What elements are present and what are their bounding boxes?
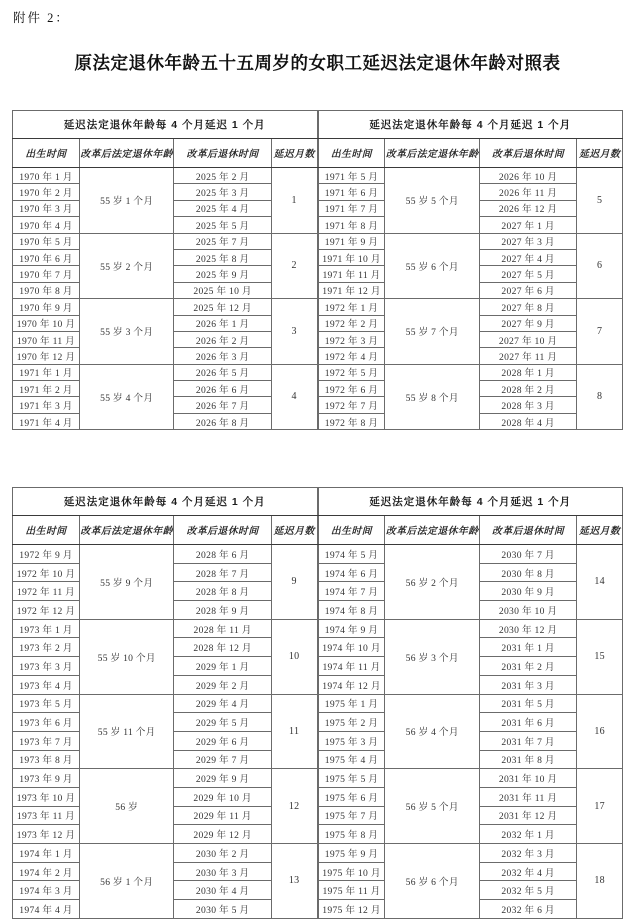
birth-month-cell: 1971 年 9 月 (318, 233, 385, 249)
new-retirement-age-cell: 55 岁 8 个月 (385, 364, 479, 430)
delay-months-cell: 8 (577, 364, 623, 430)
table-row (13, 545, 318, 564)
delay-months-cell: 16 (577, 694, 623, 769)
delay-months-cell: 11 (271, 694, 317, 769)
retirement-time-cell: 2029 年 1 月 (174, 657, 271, 676)
birth-month-cell: 1970 年 11 月 (13, 331, 80, 347)
new-retirement-age-cell: 55 岁 3 个月 (79, 299, 173, 365)
delay-months-cell: 13 (271, 844, 317, 919)
new-retirement-age-cell: 56 岁 2 个月 (385, 545, 479, 620)
birth-month-cell: 1974 年 12 月 (318, 675, 385, 694)
table-row (318, 619, 623, 638)
retirement-time-cell: 2032 年 3 月 (479, 844, 576, 863)
delay-months-cell: 14 (577, 545, 623, 620)
birth-month-cell: 1971 年 6 月 (318, 184, 385, 200)
table-row (318, 299, 623, 315)
birth-month-cell: 1972 年 1 月 (318, 299, 385, 315)
birth-month-cell: 1973 年 12 月 (13, 825, 80, 844)
band-header-row (13, 111, 318, 139)
retirement-time-cell: 2028 年 9 月 (174, 601, 271, 620)
retirement-time-cell: 2032 年 1 月 (479, 825, 576, 844)
retirement-time-cell: 2032 年 6 月 (479, 900, 576, 919)
new-retirement-age-cell: 56 岁 (79, 769, 173, 844)
birth-month-cell: 1972 年 9 月 (13, 545, 80, 564)
birth-month-cell: 1975 年 1 月 (318, 694, 385, 713)
column-header-birth: 出生时间 (13, 139, 80, 168)
birth-month-cell: 1975 年 12 月 (318, 900, 385, 919)
retirement-time-cell: 2031 年 8 月 (479, 750, 576, 769)
birth-month-cell: 1973 年 7 月 (13, 731, 80, 750)
birth-month-cell: 1971 年 2 月 (13, 381, 80, 397)
birth-month-cell: 1975 年 11 月 (318, 881, 385, 900)
column-header-delay: 延迟月数 (577, 516, 623, 545)
birth-month-cell: 1975 年 3 月 (318, 731, 385, 750)
birth-month-cell: 1974 年 10 月 (318, 638, 385, 657)
retirement-time-cell: 2030 年 9 月 (479, 582, 576, 601)
column-header-birth: 出生时间 (13, 516, 80, 545)
birth-month-cell: 1975 年 5 月 (318, 769, 385, 788)
birth-month-cell: 1975 年 6 月 (318, 787, 385, 806)
retirement-time-cell: 2026 年 12 月 (479, 200, 576, 216)
new-retirement-age-cell: 55 岁 10 个月 (79, 619, 173, 694)
retirement-time-cell: 2029 年 9 月 (174, 769, 271, 788)
retirement-time-cell: 2026 年 1 月 (174, 315, 271, 331)
table-block-bottom (12, 487, 623, 919)
delay-months-cell: 18 (577, 844, 623, 919)
retirement-table-half (12, 110, 318, 430)
birth-month-cell: 1974 年 9 月 (318, 619, 385, 638)
birth-month-cell: 1971 年 1 月 (13, 364, 80, 380)
birth-month-cell: 1973 年 11 月 (13, 806, 80, 825)
delay-months-cell: 5 (577, 168, 623, 234)
birth-month-cell: 1974 年 6 月 (318, 563, 385, 582)
column-header-retire: 改革后退休时间 (479, 139, 576, 168)
birth-month-cell: 1973 年 6 月 (13, 713, 80, 732)
retirement-time-cell: 2030 年 4 月 (174, 881, 271, 900)
retirement-time-cell: 2026 年 7 月 (174, 397, 271, 413)
retirement-time-cell: 2025 年 12 月 (174, 299, 271, 315)
birth-month-cell: 1975 年 9 月 (318, 844, 385, 863)
birth-month-cell: 1971 年 7 月 (318, 200, 385, 216)
birth-month-cell: 1970 年 8 月 (13, 282, 80, 298)
retirement-time-cell: 2027 年 1 月 (479, 217, 576, 233)
table-row (13, 619, 318, 638)
birth-month-cell: 1974 年 5 月 (318, 545, 385, 564)
retirement-time-cell: 2028 年 1 月 (479, 364, 576, 380)
new-retirement-age-cell: 55 岁 5 个月 (385, 168, 479, 234)
band-header-row (318, 488, 623, 516)
retirement-time-cell: 2028 年 6 月 (174, 545, 271, 564)
delay-months-cell: 6 (577, 233, 623, 299)
new-retirement-age-cell: 56 岁 3 个月 (385, 619, 479, 694)
retirement-time-cell: 2030 年 2 月 (174, 844, 271, 863)
birth-month-cell: 1971 年 11 月 (318, 266, 385, 282)
birth-month-cell: 1971 年 10 月 (318, 249, 385, 265)
retirement-time-cell: 2025 年 9 月 (174, 266, 271, 282)
birth-month-cell: 1970 年 1 月 (13, 168, 80, 184)
retirement-time-cell: 2027 年 9 月 (479, 315, 576, 331)
column-header-birth: 出生时间 (318, 139, 385, 168)
birth-month-cell: 1972 年 6 月 (318, 381, 385, 397)
retirement-time-cell: 2026 年 6 月 (174, 381, 271, 397)
column-header-age: 改革后法定退休年龄 (385, 139, 479, 168)
delay-months-cell: 9 (271, 545, 317, 620)
retirement-time-cell: 2029 年 2 月 (174, 675, 271, 694)
birth-month-cell: 1974 年 4 月 (13, 900, 80, 919)
attachment-label: 附件 2： (13, 11, 70, 25)
birth-month-cell: 1970 年 5 月 (13, 233, 80, 249)
birth-month-cell: 1971 年 5 月 (318, 168, 385, 184)
new-retirement-age-cell: 56 岁 4 个月 (385, 694, 479, 769)
retirement-time-cell: 2025 年 3 月 (174, 184, 271, 200)
birth-month-cell: 1970 年 12 月 (13, 348, 80, 364)
birth-month-cell: 1970 年 6 月 (13, 249, 80, 265)
delay-months-cell: 10 (271, 619, 317, 694)
delay-months-cell: 3 (271, 299, 317, 365)
retirement-time-cell: 2026 年 11 月 (479, 184, 576, 200)
table-row (318, 694, 623, 713)
retirement-time-cell: 2025 年 10 月 (174, 282, 271, 298)
birth-month-cell: 1973 年 1 月 (13, 619, 80, 638)
delay-months-cell: 4 (271, 364, 317, 430)
new-retirement-age-cell: 55 岁 1 个月 (79, 168, 173, 234)
retirement-time-cell: 2029 年 11 月 (174, 806, 271, 825)
birth-month-cell: 1970 年 3 月 (13, 200, 80, 216)
retirement-time-cell: 2028 年 4 月 (479, 413, 576, 429)
retirement-time-cell: 2028 年 7 月 (174, 563, 271, 582)
retirement-time-cell: 2027 年 6 月 (479, 282, 576, 298)
retirement-time-cell: 2028 年 11 月 (174, 619, 271, 638)
delay-months-cell: 1 (271, 168, 317, 234)
birth-month-cell: 1972 年 12 月 (13, 601, 80, 620)
retirement-time-cell: 2030 年 12 月 (479, 619, 576, 638)
birth-month-cell: 1974 年 11 月 (318, 657, 385, 676)
retirement-time-cell: 2029 年 10 月 (174, 787, 271, 806)
retirement-time-cell: 2030 年 10 月 (479, 601, 576, 620)
retirement-time-cell: 2027 年 3 月 (479, 233, 576, 249)
retirement-time-cell: 2027 年 8 月 (479, 299, 576, 315)
column-header-delay: 延迟月数 (271, 516, 317, 545)
table-block-top (12, 110, 623, 430)
birth-month-cell: 1971 年 4 月 (13, 413, 80, 429)
delay-months-cell: 7 (577, 299, 623, 365)
retirement-time-cell: 2027 年 11 月 (479, 348, 576, 364)
retirement-time-cell: 2031 年 7 月 (479, 731, 576, 750)
retirement-time-cell: 2028 年 2 月 (479, 381, 576, 397)
retirement-time-cell: 2030 年 5 月 (174, 900, 271, 919)
retirement-time-cell: 2032 年 5 月 (479, 881, 576, 900)
retirement-time-cell: 2027 年 4 月 (479, 249, 576, 265)
retirement-table-half (318, 110, 624, 430)
delay-months-cell: 12 (271, 769, 317, 844)
table-row (318, 364, 623, 380)
retirement-time-cell: 2031 年 3 月 (479, 675, 576, 694)
table-band-header: 延迟法定退休年龄每 4 个月延迟 1 个月 (318, 488, 623, 516)
table-band-header: 延迟法定退休年龄每 4 个月延迟 1 个月 (318, 111, 623, 139)
retirement-time-cell: 2031 年 6 月 (479, 713, 576, 732)
column-header-birth: 出生时间 (318, 516, 385, 545)
table-row (318, 769, 623, 788)
table-band-header: 延迟法定退休年龄每 4 个月延迟 1 个月 (13, 111, 318, 139)
birth-month-cell: 1972 年 2 月 (318, 315, 385, 331)
retirement-time-cell: 2029 年 6 月 (174, 731, 271, 750)
table-row (13, 168, 318, 184)
table-row (13, 694, 318, 713)
birth-month-cell: 1975 年 7 月 (318, 806, 385, 825)
new-retirement-age-cell: 55 岁 9 个月 (79, 545, 173, 620)
birth-month-cell: 1973 年 4 月 (13, 675, 80, 694)
new-retirement-age-cell: 55 岁 2 个月 (79, 233, 173, 299)
retirement-time-cell: 2025 年 8 月 (174, 249, 271, 265)
retirement-time-cell: 2026 年 3 月 (174, 348, 271, 364)
birth-month-cell: 1974 年 3 月 (13, 881, 80, 900)
page-title: 原法定退休年龄五十五周岁的女职工延迟法定退休年龄对照表 (74, 53, 561, 73)
table-row (13, 844, 318, 863)
birth-month-cell: 1970 年 2 月 (13, 184, 80, 200)
retirement-time-cell: 2026 年 10 月 (479, 168, 576, 184)
retirement-time-cell: 2025 年 7 月 (174, 233, 271, 249)
retirement-time-cell: 2026 年 5 月 (174, 364, 271, 380)
column-header-retire: 改革后退休时间 (174, 516, 271, 545)
retirement-time-cell: 2027 年 10 月 (479, 331, 576, 347)
delay-months-cell: 2 (271, 233, 317, 299)
retirement-time-cell: 2027 年 5 月 (479, 266, 576, 282)
table-row (13, 299, 318, 315)
retirement-time-cell: 2028 年 8 月 (174, 582, 271, 601)
column-header-delay: 延迟月数 (577, 139, 623, 168)
birth-month-cell: 1972 年 7 月 (318, 397, 385, 413)
retirement-time-cell: 2026 年 8 月 (174, 413, 271, 429)
retirement-time-cell: 2029 年 5 月 (174, 713, 271, 732)
table-row (13, 769, 318, 788)
new-retirement-age-cell: 55 岁 6 个月 (385, 233, 479, 299)
column-header-age: 改革后法定退休年龄 (385, 516, 479, 545)
column-header-row (318, 516, 623, 545)
retirement-time-cell: 2025 年 2 月 (174, 168, 271, 184)
birth-month-cell: 1973 年 3 月 (13, 657, 80, 676)
birth-month-cell: 1971 年 3 月 (13, 397, 80, 413)
column-header-row (318, 139, 623, 168)
birth-month-cell: 1970 年 9 月 (13, 299, 80, 315)
birth-month-cell: 1972 年 10 月 (13, 563, 80, 582)
birth-month-cell: 1973 年 5 月 (13, 694, 80, 713)
birth-month-cell: 1971 年 8 月 (318, 217, 385, 233)
retirement-time-cell: 2030 年 7 月 (479, 545, 576, 564)
column-header-age: 改革后法定退休年龄 (79, 139, 173, 168)
birth-month-cell: 1971 年 12 月 (318, 282, 385, 298)
birth-month-cell: 1975 年 8 月 (318, 825, 385, 844)
retirement-table-half (318, 487, 624, 919)
table-row (318, 233, 623, 249)
band-header-row (318, 111, 623, 139)
retirement-time-cell: 2028 年 12 月 (174, 638, 271, 657)
column-header-row (13, 139, 318, 168)
table-row (318, 545, 623, 564)
retirement-time-cell: 2026 年 2 月 (174, 331, 271, 347)
column-header-row (13, 516, 318, 545)
birth-month-cell: 1974 年 7 月 (318, 582, 385, 601)
new-retirement-age-cell: 55 岁 7 个月 (385, 299, 479, 365)
retirement-time-cell: 2028 年 3 月 (479, 397, 576, 413)
birth-month-cell: 1972 年 4 月 (318, 348, 385, 364)
table-row (13, 233, 318, 249)
delay-months-cell: 15 (577, 619, 623, 694)
retirement-time-cell: 2031 年 5 月 (479, 694, 576, 713)
birth-month-cell: 1972 年 11 月 (13, 582, 80, 601)
retirement-time-cell: 2029 年 4 月 (174, 694, 271, 713)
retirement-time-cell: 2032 年 4 月 (479, 862, 576, 881)
birth-month-cell: 1973 年 8 月 (13, 750, 80, 769)
retirement-time-cell: 2031 年 11 月 (479, 787, 576, 806)
new-retirement-age-cell: 55 岁 4 个月 (79, 364, 173, 430)
birth-month-cell: 1972 年 5 月 (318, 364, 385, 380)
birth-month-cell: 1973 年 2 月 (13, 638, 80, 657)
retirement-time-cell: 2030 年 3 月 (174, 862, 271, 881)
retirement-time-cell: 2030 年 8 月 (479, 563, 576, 582)
retirement-time-cell: 2031 年 1 月 (479, 638, 576, 657)
birth-month-cell: 1975 年 10 月 (318, 862, 385, 881)
new-retirement-age-cell: 56 岁 6 个月 (385, 844, 479, 919)
retirement-time-cell: 2025 年 5 月 (174, 217, 271, 233)
birth-month-cell: 1974 年 2 月 (13, 862, 80, 881)
table-band-header: 延迟法定退休年龄每 4 个月延迟 1 个月 (13, 488, 318, 516)
column-header-retire: 改革后退休时间 (174, 139, 271, 168)
new-retirement-age-cell: 56 岁 5 个月 (385, 769, 479, 844)
retirement-time-cell: 2029 年 12 月 (174, 825, 271, 844)
column-header-age: 改革后法定退休年龄 (79, 516, 173, 545)
column-header-retire: 改革后退休时间 (479, 516, 576, 545)
birth-month-cell: 1970 年 4 月 (13, 217, 80, 233)
birth-month-cell: 1970 年 10 月 (13, 315, 80, 331)
birth-month-cell: 1973 年 9 月 (13, 769, 80, 788)
birth-month-cell: 1973 年 10 月 (13, 787, 80, 806)
new-retirement-age-cell: 56 岁 1 个月 (79, 844, 173, 919)
retirement-time-cell: 2031 年 12 月 (479, 806, 576, 825)
delay-months-cell: 17 (577, 769, 623, 844)
birth-month-cell: 1972 年 8 月 (318, 413, 385, 429)
birth-month-cell: 1974 年 1 月 (13, 844, 80, 863)
birth-month-cell: 1970 年 7 月 (13, 266, 80, 282)
retirement-time-cell: 2031 年 2 月 (479, 657, 576, 676)
table-row (318, 168, 623, 184)
retirement-table-half (12, 487, 318, 919)
retirement-time-cell: 2029 年 7 月 (174, 750, 271, 769)
table-row (318, 844, 623, 863)
new-retirement-age-cell: 55 岁 11 个月 (79, 694, 173, 769)
birth-month-cell: 1975 年 2 月 (318, 713, 385, 732)
band-header-row (13, 488, 318, 516)
birth-month-cell: 1972 年 3 月 (318, 331, 385, 347)
retirement-time-cell: 2025 年 4 月 (174, 200, 271, 216)
birth-month-cell: 1975 年 4 月 (318, 750, 385, 769)
column-header-delay: 延迟月数 (271, 139, 317, 168)
table-row (13, 364, 318, 380)
retirement-time-cell: 2031 年 10 月 (479, 769, 576, 788)
birth-month-cell: 1974 年 8 月 (318, 601, 385, 620)
